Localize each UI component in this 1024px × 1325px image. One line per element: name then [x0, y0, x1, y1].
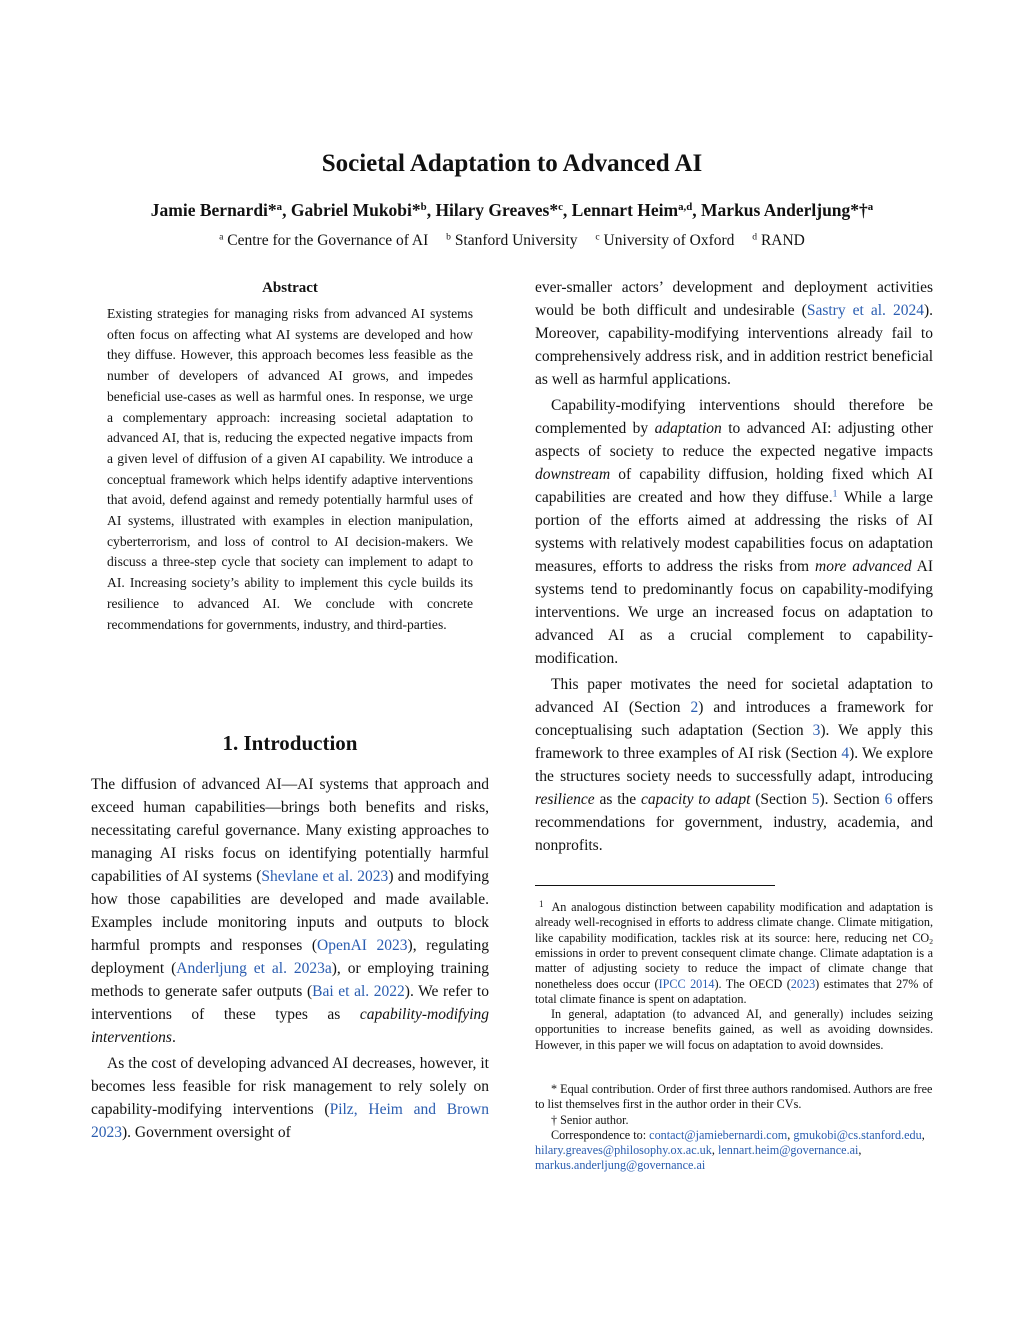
body-paragraph: [535, 394, 933, 670]
author-name: Lennart Heim: [571, 200, 679, 220]
footnote-mark: 1: [539, 899, 544, 909]
subscript: 2: [929, 936, 933, 946]
emphasis-text: adaptation: [654, 420, 722, 437]
affiliation-name: University of Oxford: [603, 232, 735, 249]
affiliation-mark: d: [752, 231, 758, 243]
introduction-heading: 1. Introduction: [222, 731, 358, 755]
email-link[interactable]: gmukobi@cs.stanford.edu: [793, 1127, 922, 1142]
body-paragraph: [91, 1052, 489, 1144]
text-run: The diffusion of advanced AI—AI systems that approach and exceed human capabilities—brings both benefits and risks, necessitating careful governance. Many existing approaches to managing AI risks focus on identifying potentially harmful capabilities of AI systems (: [91, 776, 489, 885]
author-name: Jamie Bernardi*: [150, 200, 277, 220]
text-run: of capability diffusion, holding fixed which AI capabilities are created and how they diffuse.: [535, 466, 933, 506]
author-affiliation-mark: a,d: [678, 201, 693, 214]
footnote-paragraph: In general, adaptation (to advanced AI, and generally) includes seizing opportunities to increase benefits gained, as well as avoiding downsides. However, in this paper we will focus on adaptation to avoid downsides.: [535, 1007, 933, 1052]
citation-link[interactable]: Sastry et al. 2024: [806, 302, 924, 319]
citation-link[interactable]: OpenAI 2023: [317, 937, 408, 954]
text-run: ), regulating deployment (: [91, 937, 489, 977]
text-run: (Section: [750, 791, 812, 808]
text-run: .: [171, 1029, 176, 1046]
affiliation-mark: c: [595, 231, 600, 243]
text-run: This paper motivates the need for societal adaptation to advanced AI (Section: [535, 676, 933, 716]
equal-contribution-note: * Equal contribution. Order of first three authors randomised. Authors are free to list themselves first in the author order in their CVs.: [535, 1082, 933, 1112]
author-list: [0, 200, 1024, 221]
author-separator: ,: [426, 200, 436, 220]
section-ref-link[interactable]: 6: [884, 791, 893, 808]
author-affiliation-mark: b: [420, 201, 427, 214]
footnote-link[interactable]: 1: [832, 488, 838, 500]
text-run: AI systems tend to predominantly focus on capability-modifying interventions. We urge an increased focus on adaptation to advanced AI as a crucial complement to capability-modification.: [535, 558, 934, 667]
footnote-section: [535, 897, 933, 1053]
correspondence-label: Correspondence to:: [551, 1127, 650, 1142]
email-link[interactable]: lennart.heim@governance.ai: [717, 1143, 859, 1158]
author-name: Markus Anderljung*†: [701, 200, 868, 220]
citation-link[interactable]: Anderljung et al. 2023a: [176, 960, 332, 977]
affiliation: [595, 232, 734, 249]
author-notes: [535, 1082, 933, 1174]
emphasis-text: capability-modifying interventions: [91, 1006, 489, 1046]
correspondence-note: Correspondence to: contact@jamiebernardi.com, gmukobi@cs.stanford.edu, hilary.greaves@philosophy.ox.ac.uk, lennart.heim@governance.ai, markus.anderljung@governance.ai: [535, 1127, 925, 1173]
text-run: ). Moreover, capability-modifying interventions already fail to comprehensively address risk, and in addition restrict beneficial as well as harmful applications.: [535, 302, 933, 388]
citation-link[interactable]: IPCC 2014: [658, 976, 715, 991]
text-run: An analogous distinction between capability modification and adaptation is already well-recognised in efforts to address climate change. Climate mitigation, like capability modification, tackles risk at its source: here, reducing net CO: [535, 900, 933, 945]
affiliation-name: Stanford University: [454, 232, 578, 249]
section-ref-link[interactable]: 5: [811, 791, 820, 808]
affiliation: [446, 232, 577, 249]
affiliation-name: Centre for the Governance of AI: [227, 232, 429, 249]
text-run: offers recommendations for government, industry, academia, and nonprofits.: [535, 791, 933, 854]
text-run: ) and introduces a framework for conceptualising such adaptation (Section: [535, 699, 933, 739]
text-run: ever-smaller actors’ development and deployment activities would be both difficult and undesirable (: [535, 279, 933, 319]
affiliation: [219, 232, 428, 249]
text-run: ). The OECD (: [714, 976, 791, 991]
text-run: ). We apply this framework to three examples of AI risk (Section: [535, 722, 933, 762]
text-run: ). Section: [819, 791, 885, 808]
abstract-text: Existing strategies for managing risks from advanced AI systems often focus on affecting what AI systems are developed and how they diffuse. However, this approach becomes less feasible as the number of developers of advanced AI grows, and impedes beneficial use-cases as well as harmful ones. In response, we urge a complementary approach: increasing societal adaptation to advanced AI, that is, reducing the expected negative impacts from a given level of diffusion of a given AI capability. We introduce a conceptual framework which helps identify adaptive interventions that avoid, defend against and remedy potentially harmful uses of AI systems, illustrated with examples in election manipulation, cyberterrorism, and loss of control to AI decision-makers. We discuss a three-step cycle that society can implement to adapt to AI. Increasing society’s ability to implement this cycle builds its resilience to advanced AI. We conclude with concrete recommendations for governments, industry, and third-parties.: [107, 306, 473, 632]
text-run: ) estimates that 27% of total climate finance is spent on adaptation.: [535, 976, 933, 1006]
author-affiliation-mark: c: [558, 201, 563, 214]
author-name: Gabriel Mukobi*: [290, 200, 421, 220]
citation-link[interactable]: Pilz, Heim and Brown 2023: [91, 1101, 490, 1141]
citation-link[interactable]: Shevlane et al. 2023: [261, 868, 389, 885]
senior-author-note: † Senior author.: [551, 1112, 629, 1127]
author-name: Hilary Greaves*: [435, 200, 559, 220]
right-column-body: [535, 276, 933, 857]
citation-link[interactable]: Bai et al. 2022: [312, 983, 405, 1000]
author-separator: ,: [692, 200, 702, 220]
email-link[interactable]: contact@jamiebernardi.com: [649, 1127, 788, 1142]
paper-title: Societal Adaptation to Advanced AI: [321, 150, 703, 177]
abstract-section: [107, 280, 473, 635]
email-link[interactable]: markus.anderljung@governance.ai: [535, 1158, 706, 1173]
footnote-divider: [535, 885, 775, 886]
emphasis-text: resilience: [535, 791, 595, 808]
introduction-body: [91, 773, 489, 1144]
emphasis-text: more advanced: [815, 558, 912, 575]
text-run: to advanced AI: adjusting other aspects of society to reduce the expected negative impacts: [535, 420, 933, 460]
author-affiliation-mark: a: [276, 201, 283, 214]
author-separator: ,: [562, 200, 572, 220]
affiliation-mark: b: [446, 231, 451, 243]
text-run: As the cost of developing advanced AI decreases, however, it becomes less feasible for risk management to rely solely on capability-modifying interventions (: [91, 1055, 489, 1118]
text-run: While a large portion of the efforts aimed at addressing the risks of AI systems with relatively modest capabilities focus on adaptation measures, efforts to address the risks from: [535, 489, 933, 575]
body-paragraph: [535, 276, 933, 391]
author-affiliation-mark: a: [867, 201, 874, 214]
author-separator: ,: [282, 200, 291, 220]
body-paragraph: [91, 773, 489, 1049]
affiliation-list: [0, 232, 1024, 250]
text-run: Capability-modifying interventions should therefore be complemented by: [535, 397, 933, 437]
emphasis-text: downstream: [535, 466, 611, 483]
text-run: as the: [594, 791, 641, 808]
text-run: ). Government oversight of: [122, 1124, 291, 1141]
section-ref-link[interactable]: 3: [812, 722, 821, 739]
affiliation-mark: a: [219, 231, 224, 243]
section-ref-link[interactable]: 4: [841, 745, 850, 762]
text-run: ), or employing training methods to generate safer outputs (: [91, 960, 489, 1000]
footnote-paragraph: [535, 897, 933, 1007]
citation-link[interactable]: 2023: [790, 976, 816, 991]
text-run: ). We refer to interventions of these types as: [91, 983, 489, 1023]
text-run: emissions in order to prevent consequent climate change. Climate adaptation is a matter of adjusting society to reduce the impact of climate change that nonetheless does occur (: [535, 945, 933, 991]
affiliation: [752, 232, 805, 249]
affiliation-name: RAND: [760, 232, 805, 249]
body-paragraph: [535, 673, 933, 857]
text-run: ) and modifying how those capabilities are developed and made available. Examples include monitoring inputs and outputs to block harmful prompts and responses (: [91, 868, 490, 954]
text-run: ). We explore the structures society needs to successfully adapt, introducing: [535, 745, 933, 785]
abstract-heading: Abstract: [262, 280, 318, 296]
email-link[interactable]: hilary.greaves@philosophy.ox.ac.uk: [535, 1143, 712, 1158]
section-ref-link[interactable]: 2: [690, 699, 699, 716]
emphasis-text: capacity to adapt: [640, 791, 751, 808]
